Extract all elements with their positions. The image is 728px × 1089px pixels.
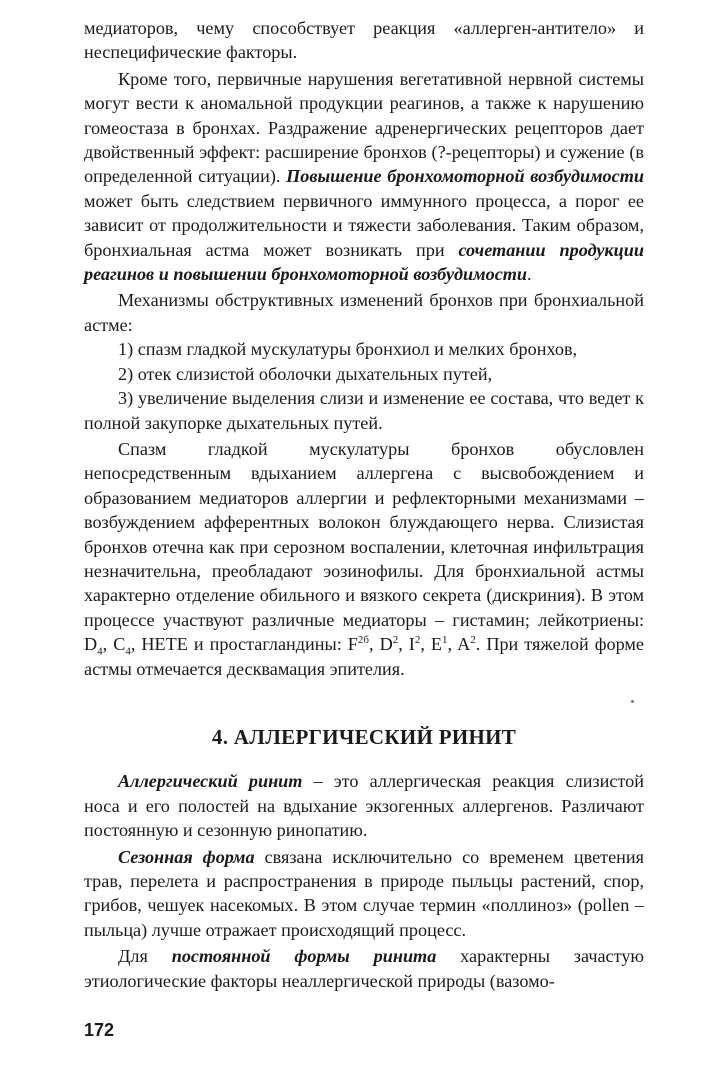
- paragraph-text: медиаторов, чему способствует реакция «аллерген-антитело» и неспецифические факторы.: [84, 18, 644, 63]
- paragraph-vegetative: [84, 67, 644, 287]
- subscript: 4: [97, 645, 103, 658]
- superscript: 2: [470, 634, 476, 647]
- paragraph-text: , D: [369, 634, 393, 655]
- paragraph-text: . При тяжелой форме астмы отмечается десквамация эпителия.: [84, 634, 644, 679]
- list-item-text: 2) отек слизистой оболочки дыхательных путей,: [118, 363, 493, 384]
- paragraph-continuation: [84, 16, 644, 65]
- list-item-text: 1) спазм гладкой мускулатуры бронхиол и мелких бронхов,: [118, 339, 578, 360]
- paragraph-text: связана исключительно со временем цветения трав, перелета и распространения в природе пыльцы растений, спор, грибов, чешуек насекомых. В этом случае термин «поллиноз» (pollen – пыльца) лучше отражает происходящий процесс.: [84, 846, 644, 940]
- term-permanent-form: постоянной формы ринита: [171, 946, 437, 967]
- superscript: 2: [392, 634, 399, 647]
- paragraph-text: , HETE и простагландины: F: [130, 634, 358, 655]
- section-heading: 4. АЛЛЕРГИЧЕСКИЙ РИНИТ: [211, 724, 517, 749]
- paragraph-text: , E: [420, 634, 443, 655]
- list-item: [84, 337, 644, 361]
- paragraph-text: , I: [398, 634, 415, 655]
- paragraph-seasonal: [84, 845, 644, 943]
- list-item: [84, 386, 644, 435]
- scan-speck: [631, 700, 634, 703]
- term-allergic-rhinitis: Аллергический ринит: [118, 771, 303, 792]
- term-seasonal-form: Сезонная форма: [118, 846, 255, 867]
- subscript: 4: [125, 645, 131, 658]
- paragraph-definition: [84, 769, 644, 842]
- paragraph-text: характерны зачастую этиологические факторы неаллергической природы (вазомо-: [84, 946, 645, 991]
- emphasis-combination: сочетании продукции реагинов и повышении бронхомоторной возбудимости: [84, 239, 644, 285]
- page-number: 172: [84, 1020, 115, 1040]
- page-body: [84, 16, 644, 993]
- paragraph-spasm: [84, 437, 644, 681]
- list-item-text: 3) увеличение выделения слизи и изменение ее состава, что ведет к полной закупорке дыхательных путей.: [84, 388, 644, 433]
- paragraph-text: Спазм гладкой мускулатуры бронхов обусловлен непосредственным вдыханием аллергена с высвобождением и образованием медиаторов аллергии и рефлекторными механизмами – возбуждением афферентных волокон блуждающего нерва. Слизистая бронхов отечна как при серозном воспалении, клеточная инфильтрация незначительна, преобладают эозинофилы. Для бронхиальной астмы характерно отделение обильного и вязкого секрета (дискриния). В этом процессе участвуют различные медиаторы – гистамин; лейкотриены: D: [84, 438, 644, 655]
- paragraph-text: , A: [447, 634, 471, 655]
- paragraph-text: Для: [118, 946, 172, 967]
- paragraph-text: может быть следствием первичного иммунного процесса, а порог ее зависит от продолжительности и тяжести заболевания. Таким образом, бронхиальная астма может возникать при: [84, 190, 644, 260]
- paragraph-text: Кроме того, первичные нарушения вегетативной нервной системы могут вести к аномальной продукции реагинов, а также к нарушению гомеостаза в бронхах. Раздражение адренергических рецепторов дает двойственный эффект: расширение бронхов (?-рецепторы) и сужение (в определенной ситуации).: [84, 68, 644, 187]
- list-item: [84, 362, 644, 386]
- emphasis-bronchomotor: Повышение бронхомоторной возбудимости: [286, 166, 644, 187]
- superscript: 2б: [357, 634, 369, 647]
- paragraph-text: , C: [102, 634, 126, 655]
- paragraph-permanent: [84, 944, 644, 993]
- superscript: 2: [414, 634, 421, 647]
- superscript: 1: [442, 634, 448, 647]
- paragraph-mechanisms: [84, 288, 644, 337]
- paragraph-text: Механизмы обструктивных изменений бронхов при бронхиальной астме:: [84, 290, 644, 335]
- paragraph-text: .: [527, 264, 532, 285]
- paragraph-text: – это аллергическая реакция слизистой носа и его полостей на вдыхание экзогенных аллергенов. Различают постоянную и сезонную ринопатию.: [84, 771, 644, 841]
